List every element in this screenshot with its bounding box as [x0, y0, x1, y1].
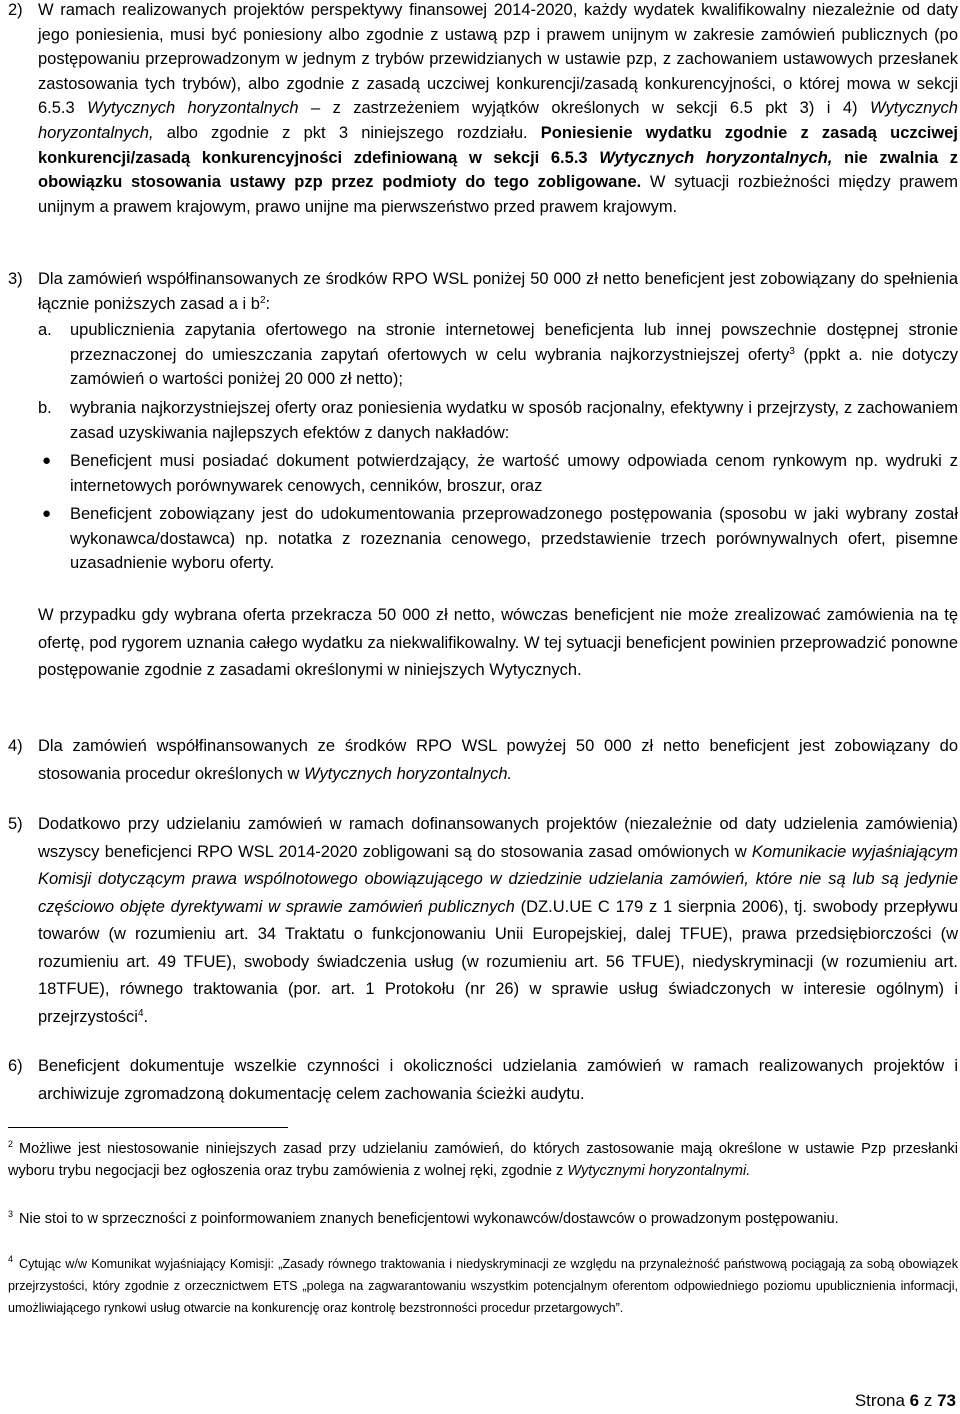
list-item-4: [8, 733, 958, 788]
footnote-3: [8, 1208, 958, 1230]
footnote-2: [8, 1138, 958, 1182]
page-number: Strona 6 z 73: [854, 1391, 956, 1410]
list-item-3: 3) Dla zamówień współfinansowanych ze środków RPO WSL poniżej 50 000 zł netto beneficjent jest zobowiązany do spełnienia łącznie poniższych zasad a i $b^2$:: [8, 267, 958, 316]
item-text: Dodatkowo przy udzielaniu zamówień w ramach dofinansowanych projektów (niezależnie od daty udzielenia zamówienia) wszyscy beneficjenci RPO WSL 2014-2020 zobligowani są do stosowania zasad omówionych w: [38, 815, 958, 861]
list-item-2: [8, 0, 958, 219]
item-number: 3): [8, 270, 23, 288]
item-text: – z zastrzeżeniem wyjątków określonych w sekcji 6.5 pkt 3) i 4): [298, 99, 870, 118]
footnote-number: 3: [8, 1209, 14, 1219]
italic-ref: Komunikacie wyjaśniającym Komisji dotyczącym prawa wspólnotowego obowiązującego w dziedzinie udzielania zamówień, które nie są lub są jedynie częściowo objęte dyrektywami w sprawie zamówień publicznych: [38, 842, 958, 916]
item-number: 4): [8, 737, 23, 755]
sub-label: b.: [38, 399, 52, 417]
paragraph-text: W przypadku gdy wybrana oferta przekracza 50 000 zł netto, wówczas beneficjent nie może zrealizować zamówienia na tę ofertę, pod rygorem uznania całego wydatku za niekwalifikowalny. W tej sytuacji beneficjent powinien przeprowadzić ponowne postępowanie zgodnie z zasadami określonymi w niniejszych Wytycznych.: [38, 606, 958, 679]
total-pages: 73: [937, 1391, 956, 1410]
footnote-ref[interactable]: 2: [259, 294, 266, 306]
sub-item-a: [8, 318, 958, 392]
bold-text: nie zwalnia z obowiązku stosowania ustawy pzp przez podmioty do tego zobligowane.: [38, 148, 958, 192]
italic-ref: Wytycznych horyzontalnych: [87, 99, 299, 118]
sub-text: upublicznienia zapytania ofertowego na stronie internetowej beneficjenta lub innej powszechnie dostępnej stronie przeznaczonej do umieszczania zapytań ofertowych w celu wybrania najkorzystniejszej oferty: [70, 321, 958, 364]
item-text: (DZ.U.UE C 179 z 1 sierpnia 2006), tj. swobody przepływu towarów (w rozumieniu art. 34 Traktatu o funkcjonowaniu Unii Europejskiej, dalej TFUE), prawa przedsiębiorczości (w rozumieniu art. 49 TFUE), swobody świadczenia usług (w rozumieniu art. 56 TFUE), niedyskryminacji (w rozumieniu art. 18TFUE), równego traktowania (por. art. 1 Protokołu (nr 26) w sprawie usług świadczonych w interesie ogólnym) i przejrzystości: [38, 897, 959, 1026]
bullet-icon: ●: [42, 505, 52, 522]
bullet-text: Beneficjent zobowiązany jest do udokumentowania przeprowadzonego postępowania (sposobu w jaki wybrany został wykonawca/dostawca) np. notatka z rozeznania cenowego, przedstawienie trzech porównywalnych ofert, pisemne uzasadnienie wyboru oferty.: [70, 505, 958, 573]
sub-text: wybrania najkorzystniejszej oferty oraz poniesienia wydatku w sposób racjonalny, efektywny i przejrzysty, z zachowaniem zasad uzyskiwania najlepszych efektów z danych nakładów:: [70, 399, 958, 442]
footnote-italic: Wytycznymi horyzontalnymi.: [567, 1163, 751, 1179]
bullet-text: Beneficjent musi posiadać dokument potwierdzający, że wartość umowy odpowiada cenom rynkowym np. wydruki z internetowych porównywarek cenowych, cenników, broszur, oraz: [70, 452, 958, 495]
item-text: W ramach realizowanych projektów perspektywy finansowej 2014-2020, każdy wydatek kwalifikowalny niezależnie od daty jego poniesienia, musi być poniesiony albo zgodnie z ustawą pzp i prawem unijnym w zakresie zamówień publicznych (po postępowaniu przeprowadzonym w jednym z trybów przewidzianych w ustawie pzp, z zachowaniem ustawowych przesłanek zastosowania tych trybów), albo zgodnie z zasadą uczciwej konkurencji/zasadą konkurencyjności, o której mowa w sekcji 6.5.3: [38, 1, 958, 118]
sub-item-b: [8, 396, 958, 445]
footnote-text: Możliwe jest niestosowanie niniejszych zasad przy udzielaniu zamówień, do których zastosowanie mają określone w ustawie Pzp przesłanki wyboru trybu negocjacji bez ogłoszenia oraz trybu zamówienia z wolnej ręki, zgodnie z: [8, 1141, 958, 1179]
current-page: 6: [909, 1391, 920, 1410]
bullet-icon: ●: [42, 452, 52, 469]
italic-ref: Wytycznych horyzontalnych,: [38, 99, 958, 142]
item-text: Dla zamówień współfinansowanych ze środków RPO WSL powyżej 50 000 zł netto beneficjent jest zobowiązany do stosowania procedur określonych w: [38, 737, 958, 783]
bullet-item: [8, 449, 958, 498]
item-number: 5): [8, 815, 23, 833]
footnote-separator: [8, 1127, 288, 1128]
item-text: W sytuacji rozbieżności między prawem unijnym a prawem krajowym, prawo unijne ma pierwszeństwo przed prawem krajowym.: [38, 173, 958, 216]
footnote-4: [8, 1253, 958, 1319]
sub-label: a.: [38, 321, 52, 339]
paragraph: [8, 602, 958, 685]
item-text: albo zgodnie z pkt 3 niniejszego rozdziału.: [153, 123, 541, 142]
item-number: 6): [8, 1057, 23, 1075]
list-item-5: 5) Dodatkowo przy udzielaniu zamówień w ramach dofinansowanych projektów (niezależnie od daty udzielenia zamówienia) wszyscy beneficjenci RPO WSL 2014-2020 zobligowani są do stosowania zasad omówionych w Komunikacie wyjaśniającym Komisji dotyczącym prawa wspólnotowego obowiązującego w dziedzinie udzielania zamówień, które nie są lub są jedynie częściowo objęte dyrektywami w sprawie zamówień publicznych (DZ.U.UE C 179 z 1 sierpnia 2006), tj. swobody przepływu towarów (w rozumieniu art. 34 Traktatu o funkcjonowaniu Unii Europejskiej, dalej TFUE), prawa przedsiębiorczości (w rozumieniu art. 49 TFUE), swobody świadczenia usług (w rozumieniu art. 56 TFUE), niedyskryminacji (w rozumieniu art. 18TFUE), równego traktowania (por. art. 1 Protokołu (nr 26) w sprawie usług świadczonych w interesie ogólnym) i przejrzystości$^4$.: [8, 811, 958, 1031]
bold-text: Poniesienie wydatku zgodnie z zasadą uczciwej konkurencji/zasadą konkurencyjności zdefiniowaną w sekcji 6.5.3: [38, 123, 958, 167]
footnote-number: 4: [8, 1254, 14, 1264]
footnote-text: Cytując w/w Komunikat wyjaśniający Komisji: „Zasady równego traktowania i niedyskryminacji ze względu na przynależność państwową pociągają za sobą obowiązek przejrzystości, który zgodnie z orzecznictwem ETS „polega na zagwarantowaniu wszystkim potencjalnym oferentom odpowiedniego poziomu upublicznienia informacji, umożliwiającego rynkowi usług otwarcie na konkurencję oraz kontrolę bezstronności procedur przetargowych”.: [8, 1257, 958, 1315]
item-text: Beneficjent dokumentuje wszelkie czynności i okoliczności udzielania zamówień w ramach realizowanych projektów i archiwizuje zgromadzoną dokumentację celem zachowania ścieżki audytu.: [38, 1057, 958, 1103]
italic-ref: Wytycznych horyzontalnych.: [303, 764, 513, 783]
bold-italic-ref: Wytycznych horyzontalnych,: [599, 148, 833, 167]
footnote-number: 2: [8, 1139, 14, 1149]
list-item-6: [8, 1053, 958, 1108]
footnote-ref[interactable]: 4: [137, 1007, 144, 1019]
footnote-text: Nie stoi to w sprzeczności z poinformowaniem znanych beneficjentowi wykonawców/dostawców o prowadzonym postępowaniu.: [19, 1211, 839, 1227]
sub-text: (ppkt a. nie dotyczy zamówień o wartości poniżej 20 000 zł netto);: [70, 345, 958, 389]
item-number: 2): [8, 1, 23, 19]
item-text: Dla zamówień współfinansowanych ze środków RPO WSL poniżej 50 000 zł netto beneficjent jest zobowiązany do spełnienia łącznie poniższych zasad a i b: [38, 270, 958, 313]
bullet-item: [8, 502, 958, 576]
footnote-ref[interactable]: 3: [789, 345, 795, 357]
